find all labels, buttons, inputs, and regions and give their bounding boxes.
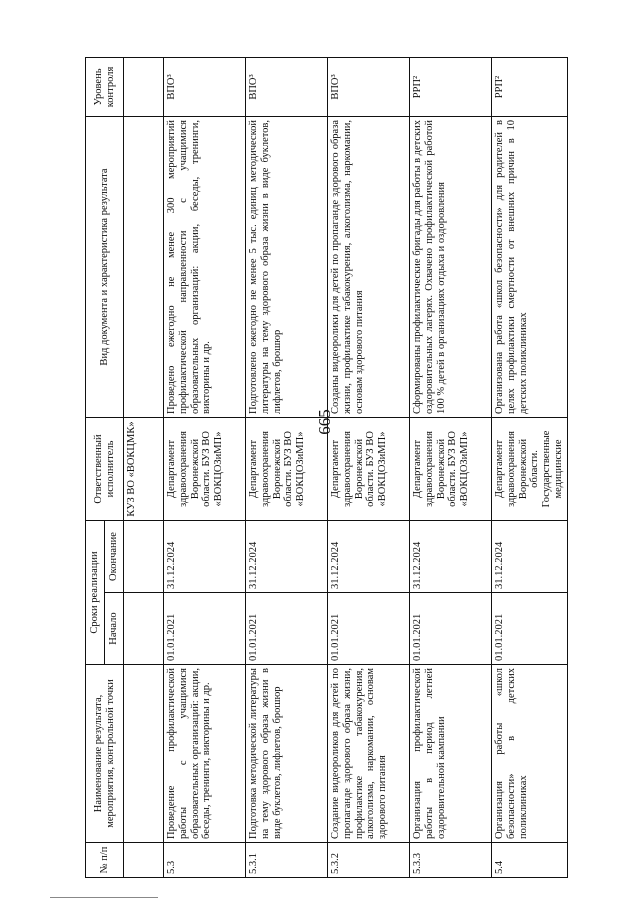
header-level: Уровень контроля [86,57,124,116]
header-doc: Вид документа и характеристика результата [86,116,124,417]
plan-table [85,57,568,878]
cell-start: 01.01.2021 [410,593,492,665]
cell-start [124,593,164,665]
cell-responsible: Департамент здравоохранения Воронежской области. БУЗ ВО «ВОКЦОЗиМП» [410,417,492,520]
cell-start: 01.01.2021 [246,593,328,665]
header-num: № п/п [86,843,124,878]
cell-name [124,665,164,843]
header-responsible: Ответственный исполнитель [86,417,124,520]
cell-start: 01.01.2021 [328,593,410,665]
cell-responsible: КУЗ ВО «ВОКЦМК» [124,417,164,520]
table-row [410,57,492,877]
cell-level: ВПО³ [164,57,246,116]
cell-doc: Подготовлено ежегодно не менее 5 тыс. единиц методической литературы на тему здорового образа жизни в виде буклетов, лифлетов, брошюр [246,116,328,417]
cell-responsible: Департамент здравоохранения Воронежской области. БУЗ ВО «ВОКЦОЗиМП» [164,417,246,520]
table-row [164,57,246,877]
cell-end: 31.12.2024 [328,520,410,592]
page-number: 665 [315,409,334,435]
header-name: Наименование результата, мероприятия, контрольной точки [86,665,124,843]
cell-doc: Созданы видеоролики для детей по пропаганде здорового образа жизни, профилактике табакокурения, алкоголизма, наркомании, основам здорового питания [328,116,410,417]
table-row [246,57,328,877]
cell-num: 5.3.3 [410,843,492,878]
cell-level: РРП² [410,57,492,116]
cell-start: 01.01.2021 [492,593,568,665]
cell-level: РРП² [492,57,568,116]
cell-level: ВПО³ [246,57,328,116]
table-row [492,57,568,877]
table-row [328,57,410,877]
table-row [124,57,164,877]
cell-doc: Проведено ежегодно не менее 300 мероприятий профилактической направленности с учащимися образовательных организаций: акции, беседы, тренинги, викторины и др. [164,116,246,417]
cell-end: 31.12.2024 [164,520,246,592]
scan-margin-line [50,897,158,898]
cell-responsible: Департамент здравоохранения Воронежской области. БУЗ ВО «ВОКЦОЗиМП» [246,417,328,520]
cell-start: 01.01.2021 [164,593,246,665]
header-start: Начало [105,593,124,665]
cell-num: 5.4 [492,843,568,878]
cell-name: Организация профилактической работы в период летней оздоровительной кампании [410,665,492,843]
cell-level [124,57,164,116]
cell-level: ВПО³ [328,57,410,116]
cell-num: 5.3.2 [328,843,410,878]
cell-end [124,520,164,592]
cell-doc: Организована работа «школ безопасности» для родителей в целях профилактики смертности от внешних причин в 10 детских поликлиниках [492,116,568,417]
cell-responsible: Департамент здравоохранения Воронежской области. БУЗ ВО «ВОКЦОЗиМП» [328,417,410,520]
cell-num: 5.3.1 [246,843,328,878]
cell-end: 31.12.2024 [492,520,568,592]
cell-doc [124,116,164,417]
rotated-table-container [85,58,625,878]
cell-name: Проведение профилактической работы с учащимися образовательных организаций: акции, беседы, тренинги, викторины и др. [164,665,246,843]
cell-num: 5.3 [164,843,246,878]
header-dates: Сроки реализации [86,520,105,664]
cell-name: Подготовка методической литературы на тему здорового образа жизни в виде буклетов, лифлетов, брошюр [246,665,328,843]
cell-name: Организация работы «школ безопасности» в детских поликлиниках [492,665,568,843]
cell-num [124,843,164,878]
cell-end: 31.12.2024 [410,520,492,592]
cell-responsible: Департамент здравоохранения Воронежской области. Государственные медицинские [492,417,568,520]
cell-doc: Сформированы профилактические бригады для работы в детских оздоровительных лагерях. Охвачено профилактической работой 100 % детей в организациях отдыха и оздоровления [410,116,492,417]
cell-end: 31.12.2024 [246,520,328,592]
cell-name: Создание видеороликов для детей по пропаганде здорового образа жизни, профилактике табакокурения, алкоголизма, наркомании, основам здорового питания [328,665,410,843]
header-end: Окончание [105,520,124,592]
